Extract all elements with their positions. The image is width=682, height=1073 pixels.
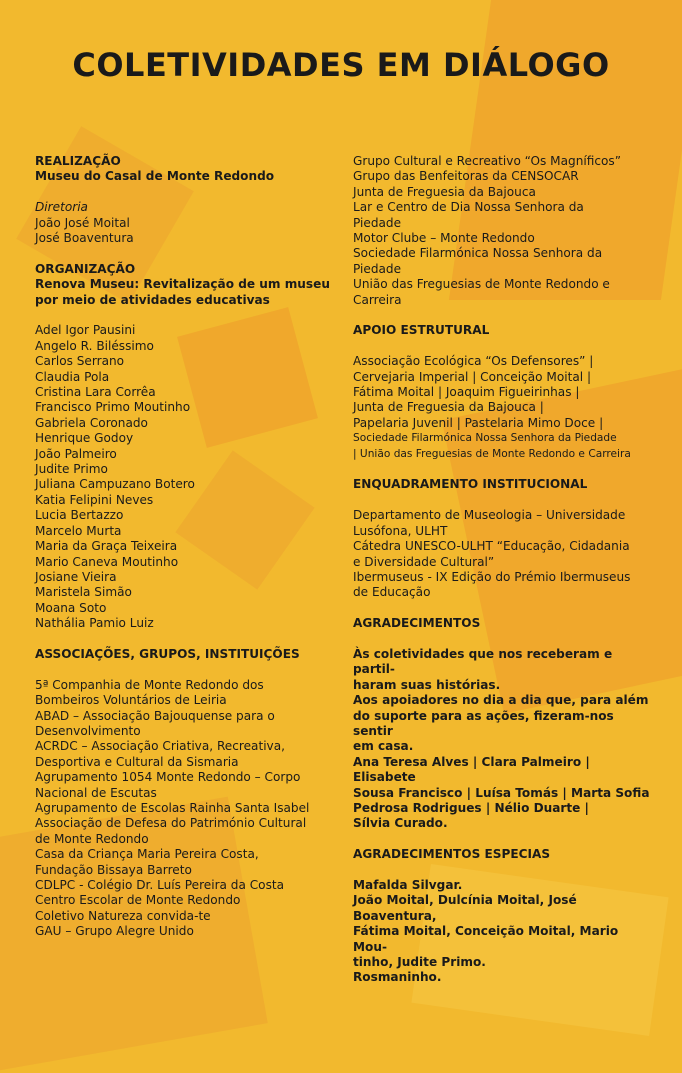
assoc-line: Fundação Bissaya Barreto xyxy=(35,862,192,877)
assoc-list xyxy=(35,678,330,940)
person-name: Juliana Campuzano Botero xyxy=(35,477,195,492)
apoio-line: Sociedade Filarmónica Nossa Senhora da Piedade xyxy=(353,432,617,445)
assoc-line: ABAD – Associação Bajouquense para o xyxy=(35,708,275,723)
person-name: Marcelo Murta xyxy=(35,523,122,538)
right-column xyxy=(353,154,653,986)
person-name: Josiane Vieira xyxy=(35,569,117,584)
assoc-line: de Monte Redondo xyxy=(35,831,149,846)
assoc-line: Bombeiros Voluntários de Leiria xyxy=(35,693,227,708)
assoc-line: União das Freguesias de Monte Redondo e xyxy=(353,277,610,292)
assoc-line: Casa da Criança Maria Pereira Costa, xyxy=(35,847,259,862)
especiais-line: Rosmaninho. xyxy=(353,970,442,985)
assoc-line: Nacional de Escutas xyxy=(35,785,157,800)
especiais-list xyxy=(353,878,653,986)
apoio-line: Junta de Freguesia da Bajouca | xyxy=(353,400,544,415)
assoc-line: Centro Escolar de Monte Redondo xyxy=(35,893,241,908)
assoc-line: Sociedade Filarmónica Nossa Senhora da xyxy=(353,246,603,261)
diretoria-label: Diretoria xyxy=(35,200,88,215)
person-name: Lucia Bertazzo xyxy=(35,508,124,523)
assoc-line: CDLPC - Colégio Dr. Luís Pereira da Costa xyxy=(35,878,285,893)
especiais-line: João Moital, Dulcínia Moital, José Boaventura, xyxy=(353,893,577,923)
person-name: Judite Primo xyxy=(35,462,108,477)
person-name: Carlos Serrano xyxy=(35,354,125,369)
especiais-heading: AGRADECIMENTOS ESPECIAS xyxy=(353,847,551,862)
especiais-line: Mafalda Silvgar. xyxy=(353,877,463,892)
agradecimentos-heading: AGRADECIMENTOS xyxy=(353,616,481,631)
agradecimentos-line: do suporte para as ações, fizeram-nos sentir xyxy=(353,708,614,738)
organizacao-line: Renova Museu: Revitalização de um museu xyxy=(35,277,330,292)
agradecimentos-line: Sousa Francisco | Luísa Tomás | Marta Sofia xyxy=(353,785,650,800)
diretoria-member: João José Moital xyxy=(35,215,130,230)
assoc-line: Piedade xyxy=(353,261,402,276)
enquadramento-line: Lusófona, ULHT xyxy=(353,523,448,538)
person-name: Claudia Pola xyxy=(35,369,110,384)
person-name: Katia Felipini Neves xyxy=(35,492,154,507)
organizacao-heading: ORGANIZAÇÃO xyxy=(35,261,136,276)
left-column xyxy=(35,154,330,940)
assoc-line: GAU – Grupo Alegre Unido xyxy=(35,924,194,939)
person-name: Adel Igor Pausini xyxy=(35,323,136,338)
apoio-small-list xyxy=(353,431,653,462)
assoc-line: Grupo das Benfeitoras da CENSOCAR xyxy=(353,169,579,184)
agradecimentos-line: em casa. xyxy=(353,739,414,754)
person-name: Cristina Lara Corrêa xyxy=(35,385,156,400)
apoio-line: Papelaria Juvenil | Pastelaria Mimo Doce | xyxy=(353,415,604,430)
assoc-line: Carreira xyxy=(353,292,402,307)
assoc-line: Desportiva e Cultural da Sismaria xyxy=(35,754,239,769)
enquadramento-heading: ENQUADRAMENTO INSTITUCIONAL xyxy=(353,477,588,492)
agradecimentos-list xyxy=(353,647,653,832)
person-name: Maria da Graça Teixeira xyxy=(35,539,178,554)
assoc-line: Motor Clube – Monte Redondo xyxy=(353,231,535,246)
person-name: Mario Caneva Moutinho xyxy=(35,554,179,569)
page-title: COLETIVIDADES EM DIÁLOGO xyxy=(72,46,610,84)
assoc-line: Junta de Freguesia da Bajouca xyxy=(353,184,536,199)
person-name: Francisco Primo Moutinho xyxy=(35,400,191,415)
apoio-line: | União das Freguesias de Monte Redondo e Carreira xyxy=(353,447,631,460)
agradecimentos-line: Sílvia Curado. xyxy=(353,816,448,831)
apoio-list xyxy=(353,354,653,431)
people-list xyxy=(35,323,330,631)
realizacao-heading: REALIZAÇÃO xyxy=(35,154,121,168)
assoc-line: Piedade xyxy=(353,215,402,230)
person-name: Gabriela Coronado xyxy=(35,415,148,430)
enquadramento-line: Cátedra UNESCO-ULHT “Educação, Cidadania xyxy=(353,539,630,554)
especiais-line: Fátima Moital, Conceição Moital, Mario Mou- xyxy=(353,924,619,954)
assoc-heading: ASSOCIAÇÕES, GRUPOS, INSTITUIÇÕES xyxy=(35,646,300,661)
agradecimentos-line: haram suas histórias. xyxy=(353,677,501,692)
enquadramento-list xyxy=(353,508,653,600)
enquadramento-line: e Diversidade Cultural” xyxy=(353,554,495,569)
enquadramento-line: de Educação xyxy=(353,585,431,600)
apoio-heading: APOIO ESTRUTURAL xyxy=(353,323,490,338)
enquadramento-line: Departamento de Museologia – Universidade xyxy=(353,508,626,523)
agradecimentos-line: Às coletividades que nos receberam e partil- xyxy=(353,646,613,677)
assoc-line: Coletivo Natureza convida-te xyxy=(35,908,211,923)
person-name: Nathália Pamio Luiz xyxy=(35,616,154,631)
person-name: Moana Soto xyxy=(35,600,107,615)
assoc-line: 5ª Companhia de Monte Redondo dos xyxy=(35,677,264,692)
apoio-line: Associação Ecológica “Os Defensores” | xyxy=(353,354,594,369)
assoc-line: Desenvolvimento xyxy=(35,723,141,738)
realizacao-name: Museu do Casal de Monte Redondo xyxy=(35,169,275,184)
apoio-line: Fátima Moital | Joaquim Figueirinhas | xyxy=(353,385,580,400)
especiais-line: tinho, Judite Primo. xyxy=(353,955,486,969)
diretoria-member: José Boaventura xyxy=(35,231,134,246)
assoc-line: ACRDC – Associação Criativa, Recreativa, xyxy=(35,739,285,754)
assoc-cont-list xyxy=(353,154,653,308)
assoc-line: Associação de Defesa do Património Cultural xyxy=(35,816,307,831)
assoc-line: Grupo Cultural e Recreativo “Os Magníficos” xyxy=(353,154,621,168)
agradecimentos-line: Aos apoiadores no dia a dia que, para além xyxy=(353,693,649,708)
person-name: Maristela Simão xyxy=(35,585,132,600)
person-name: Henrique Godoy xyxy=(35,431,134,446)
assoc-line: Agrupamento 1054 Monte Redondo – Corpo xyxy=(35,770,301,785)
person-name: Angelo R. Biléssimo xyxy=(35,338,154,353)
agradecimentos-line: Ana Teresa Alves | Clara Palmeiro | Elisabete xyxy=(353,754,590,785)
person-name: João Palmeiro xyxy=(35,446,117,461)
assoc-line: Agrupamento de Escolas Rainha Santa Isabel xyxy=(35,800,310,815)
apoio-line: Cervejaria Imperial | Conceição Moital | xyxy=(353,369,592,384)
organizacao-line: por meio de atividades educativas xyxy=(35,292,270,307)
assoc-line: Lar e Centro de Dia Nossa Senhora da xyxy=(353,200,584,215)
agradecimentos-line: Pedrosa Rodrigues | Nélio Duarte | xyxy=(353,800,589,815)
enquadramento-line: Ibermuseus - IX Edição do Prémio Ibermuseus xyxy=(353,569,631,584)
